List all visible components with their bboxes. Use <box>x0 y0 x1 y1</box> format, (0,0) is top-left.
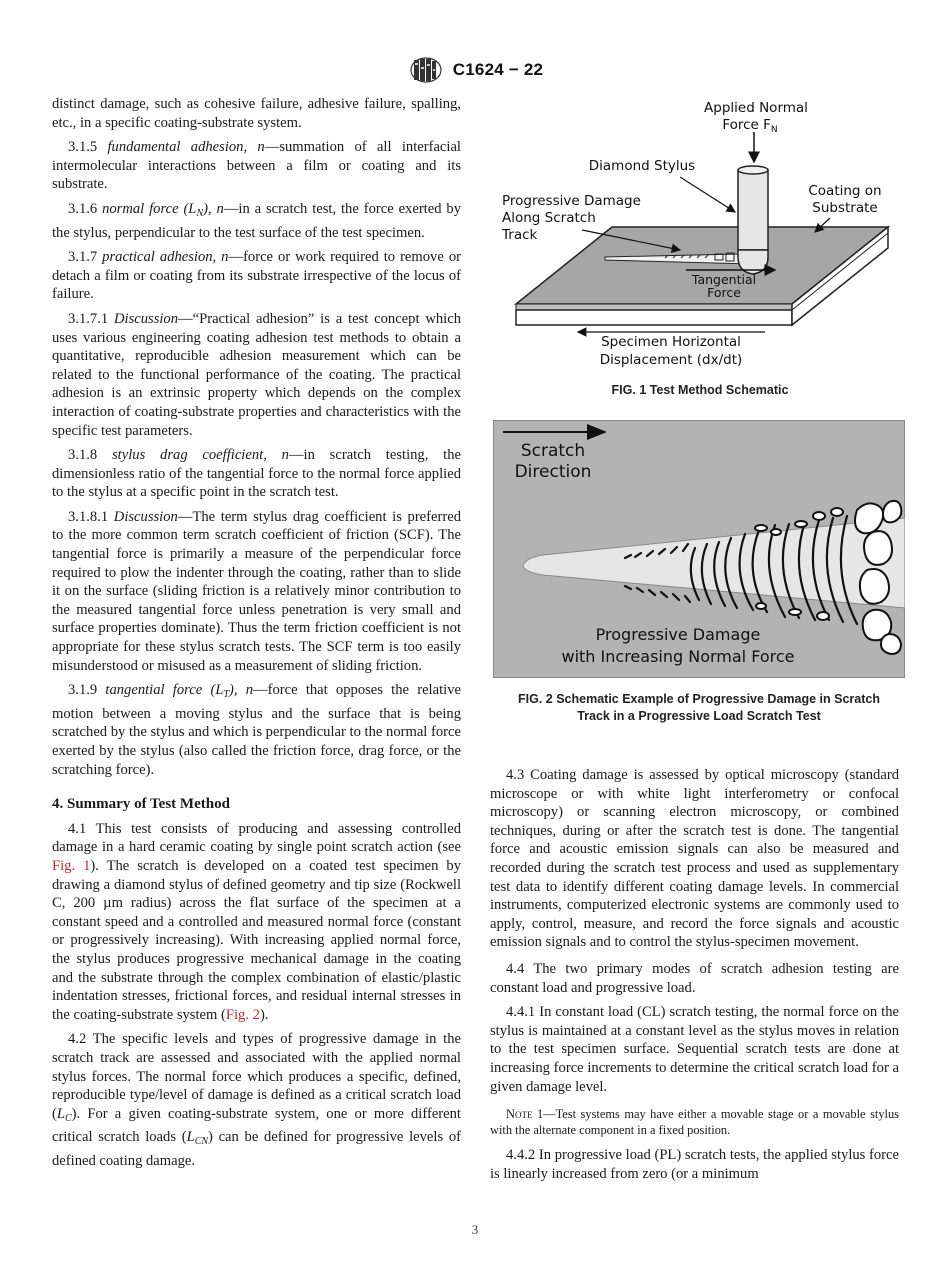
svg-text:Substrate: Substrate <box>812 200 878 216</box>
paragraph-continuation: distinct damage, such as cohesive failure, adhesive failure, spalling, etc., in a specific coating-substrate system. <box>52 96 461 131</box>
paragraph-3-1-8-1: 3.1.8.1 Discussion—The term stylus drag coefficient is preferred to the more common term scratch coefficient of friction (SCF). The tangential force is primarily a measure of the perpendicular force required to plow the indenter through the coating, rather than to slide it on the surface (sliding friction is a relatively minor contribution to the measured tangential force unless penetration is very small and surface properties dominate). Thus the term friction coefficient is not appropriate for these stylus scratch tests. The SCF term is too easily misunderstood or misused as a measurement of sliding friction. <box>52 508 461 674</box>
paragraph-4-2: 4.2 The specific levels and types of progressive damage in the scratch track are assessed and associated with the applied normal stylus forces. The normal force which produces a specific, defined, reproducible type/level of damage is defined as a critical scratch load $(L_C)$. For a given coating-substrate system, one or more different critical scratch loads $(L_{CN})$ can be defined for progressive levels of defined coating damage. <box>52 1031 462 1169</box>
paragraph-3-1-5: 3.1.5 fundamental adhesion, n—summation of all interfacial intermolecular interactions between a film or coating and its substrate. <box>52 139 461 193</box>
svg-text:Along Scratch: Along Scratch <box>502 210 596 226</box>
fig1-link[interactable]: Fig. 1 <box>52 857 91 874</box>
note-1: Note 1—Test systems may have either a movable stage or a movable stylus with the alternate component in a fixed position. <box>490 1107 899 1138</box>
paragraph-4-3: 4.3 Coating damage is assessed by optical microscopy (standard microscope or with white light interferometry or confocal microscopy) or scanning electron microscopy, or combined techniques, during or after the scratch test is done. The tangential force and acoustic emission signals can also be measured and recorded during the scratch test process and used as supplementary test data to identify different coating damage levels. In commercial instruments, computerized electronic systems are commonly used to apply, control, measure, and record the force signals and acoustic emission signals and to control the stylus-specimen movement. <box>490 767 899 951</box>
paragraph-4-4-2: 4.4.2 In progressive load (PL) scratch tests, the applied stylus force is linearly increased from zero (or a minimum <box>490 1147 899 1182</box>
figure-1-caption: FIG. 1 Test Method Schematic <box>611 383 789 397</box>
paragraph-4-4: 4.4 The two primary modes of scratch adhesion testing are constant load and progressive load. <box>490 960 899 996</box>
paragraph-3-1-8: 3.1.8 stylus drag coefficient, n—in scratch testing, the dimensionless ratio of the tangential force to the normal force applied to the stylus at a specific point in the scratch test. <box>52 447 461 501</box>
svg-text:Displacement (dx/dt): Displacement (dx/dt) <box>599 352 743 368</box>
svg-text:Direction: Direction <box>514 462 592 482</box>
svg-text:with Increasing Normal Force: with Increasing Normal Force <box>561 647 795 666</box>
left-column <box>52 95 461 1176</box>
section-heading-4: 4. Summary of Test Method <box>52 796 230 813</box>
test-method-schematic <box>490 92 910 377</box>
paragraph-3-1-7: 3.1.7 practical adhesion, n—force or work required to remove or detach a film or coating from its substrate irrespective of the locus of failure. <box>52 249 461 303</box>
right-column <box>490 766 899 1189</box>
page-number: 3 <box>471 1222 479 1237</box>
figure-2-caption: FIG. 2 Schematic Example of Progressive Damage in Scratch Track in a Progressive Load Scratch Test <box>518 692 880 723</box>
progressive-damage-schematic <box>493 420 905 678</box>
paragraph-4-1: 4.1 This test consists of producing and assessing controlled damage in a hard ceramic coating by single point scratch action (see Fig. 1). The scratch is developed on a coated test specimen by drawing a diamond stylus of defined geometry and tip size (Rockwell C, 200 µm radius) across the flat surface of the specimen at a constant speed and a controlled and measured normal force (constant or progressively increasing). With increasing applied normal force, the stylus produces progressive mechanical damage in the coating and the substrate through the complex combination of elastic/plastic indentation stresses, frictional forces, and residual internal stresses in the coating-substrate system (Fig. 2). <box>52 820 461 1023</box>
svg-text:Diamond Stylus: Diamond Stylus <box>588 158 696 174</box>
standard-designation: C1624 − 22 <box>452 60 544 79</box>
figure-1 <box>490 92 910 397</box>
paragraph-3-1-9: 3.1.9 tangential force $(L_T)$, n—force that opposes the relative motion between a moving stylus and the surface that is being scratched by the stylus and which is perpendicular to the normal force exerted by the stylus (also called the friction force, drag force, or the scratching force). <box>52 682 461 778</box>
paragraph-3-1-7-1: 3.1.7.1 Discussion—“Practical adhesion” is a test concept which uses various engineering coating adhesion test methods to obtain a quantitative, reproducible adhesion measurement which can be related to the functional performance of the coating. The practical adhesion is an extrinsic property which depends on the complex interaction of coating-substrate properties and characteristics with the specific test parameters. <box>52 310 461 439</box>
svg-text:Applied Normal: Applied Normal <box>704 100 808 116</box>
svg-text:Force: Force <box>707 285 741 300</box>
svg-text:Track: Track <box>502 227 538 243</box>
svg-text:Tangential: Tangential <box>691 272 757 287</box>
figure-2 <box>493 420 905 723</box>
svg-text:Progressive Damage: Progressive Damage <box>502 193 641 209</box>
page-header <box>0 55 950 85</box>
astm-logo-icon <box>407 56 445 84</box>
svg-text:Progressive Damage: Progressive Damage <box>595 625 761 644</box>
svg-text:Force FN: Force $F_N$ <box>722 117 778 135</box>
svg-text:Scratch: Scratch <box>520 441 586 461</box>
paragraph-4-4-1: 4.4.1 In constant load (CL) scratch testing, the normal force on the stylus is maintained at a constant level as the stylus moves in relation to the test specimen surface. Sequential scratch tests are done at increasing force increments to determine the critical scratch load for a given damage level. <box>490 1004 899 1095</box>
paragraph-3-1-6: 3.1.6 normal force $(L_N)$, n—in a scratch test, the force exerted by the stylus, perpendicular to the test surface of the test specimen. <box>52 200 461 241</box>
svg-text:Specimen Horizontal: Specimen Horizontal <box>601 334 741 350</box>
fig2-link[interactable]: Fig. 2 <box>225 1006 260 1023</box>
svg-text:Coating on: Coating on <box>808 183 882 199</box>
